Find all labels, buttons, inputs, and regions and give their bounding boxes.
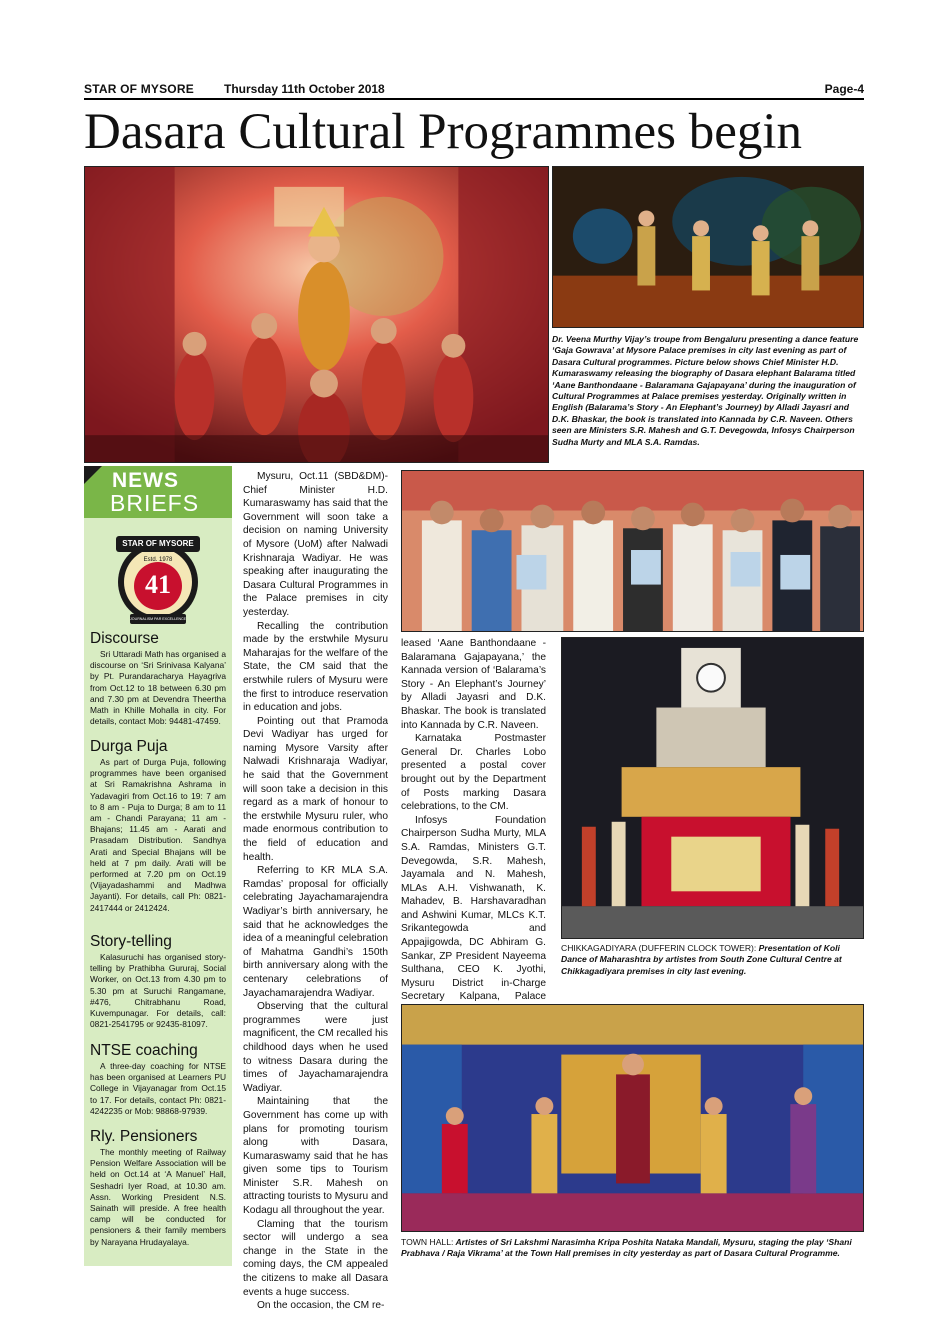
article-paragraph: Recalling the contribution made by the erstwhile Mysuru Maharajas for the welfare of the State, the CM said that the erstwhile rulers of Mysuru were the first to introduce reservation in education and jobs. (243, 620, 388, 714)
dance-photo-caption: Dr. Veena Murthy Vijay’s troupe from Bengaluru presenting a dance feature ‘Gaja Gowrava’ at Mysore Palace premises in city last evening as part of Dasara Cultural programmes. Picture below shows Chief Minister H.D. Kumaraswamy releasing the biography of Dasara elephant Balarama titled ‘Aane Banthondaane - Balaramana Gajapayana’ during the inauguration of Cultural Programmes at Palace premises yesterday. Originally written in English (Balarama’s Story - An Elephant’s Journey) by Alladi Jayasri and D.K. Bhaskar, the book is translated into Kannada by C.R. Naveen. Others seen are Ministers S.R. Mahesh and G.T. Devegowda, Infosys Chairperson Sudha Murty and MLA S.A. Ramdas. (552, 334, 859, 447)
seal-name: STAR OF MYSORE (122, 539, 194, 548)
anniversary-seal (110, 528, 206, 628)
publication-date: Thursday 11th October 2018 (224, 82, 385, 96)
town-hall-caption-text: Artistes of Sri Lakshmi Narasimha Kripa Poshita Nataka Mandali, Mysuru, staging the play ‘Shani Prabhava / Raja Vikrama’ at the Town Hall premises in city yesterday as part of Dasara Cultural Programme. (401, 1237, 852, 1259)
brief-text-rly-pensioners: The monthly meeting of Railway Pension Welfare Association will be held on Oct.14 at ‘A Manuel’ Hall, Seshadri Iyer Road, at 10.30 am. Assn. Working President N.S. Sainath will preside. A free health camp will be conducted for pensioners & their family members by Narayana Hrudayalaya. (90, 1147, 226, 1247)
book-release-photo-image (402, 471, 863, 631)
brief-text-durga-puja: As part of Durga Puja, following programmes have been organised at Sri Ramakrishna Ashrama in Yadavagiri from Oct.16 to 19: 7 am to 8 am - Puja to Durga; 8 am to 11 am - Chandi Parayana; 11 am - Bhajans; 11.45 am - Aarati and Prasadam Distribution. Sandhya Arati and Special Bhajans will be held at 7 pm daily. Arati will be performed at 7.20 pm on Oct.19 (Vijayadashammi and Madhwa Jayanti). For details, call Ph: 0821-2417444 or 2412424. (90, 757, 226, 913)
banner-notch (84, 466, 102, 484)
brief-text-story-telling: Kalasuruchi has organised story-telling by Prathibha Gururaj, Social Worker, on Oct.13 from 4.30 pm to 5.30 pm at Suruchi Rangamane, #476, Chitrabhanu Road, Kuvempunagar. For details, call: 0821-2541795 or 92435-81097. (90, 952, 226, 1030)
news-briefs-title-top: NEWS (112, 469, 179, 492)
article-paragraph: Claming that the tourism sector will undergo a sea change in the State in the coming days, the CM appealed the citizens to make all Dasara events a huge success. (243, 1218, 388, 1298)
seal-years: 41 (145, 570, 171, 599)
article-column-2 (401, 637, 546, 1045)
brief-title-durga-puja: Durga Puja (90, 738, 168, 755)
article-paragraph: leased ‘Aane Banthondaane - Balaramana Gajapayana,’ the Kannada version of ‘Balarama’s Story - An Elephant’s Journey’ by Alladi Jayasri and D.K. Bhaskar. The book is translated into Kannada by C.R. Naveen. (401, 638, 546, 731)
brief-title-ntse-coaching: NTSE coaching (90, 1042, 198, 1059)
clock-tower-caption (561, 943, 864, 977)
masthead (84, 80, 864, 100)
news-briefs-title-bottom: BRIEFS (110, 490, 200, 516)
clock-tower-photo (561, 637, 864, 939)
brief-title-story-telling: Story-telling (90, 933, 172, 950)
town-hall-caption-lead: TOWN HALL: (401, 1237, 454, 1247)
brief-text-discourse: Sri Uttaradi Math has organised a discourse on ‘Sri Srinivasa Kalyana’ by Pt. Purandaracharya Hayagriva from Oct.12 to 18 between 6.30 pm and 7.30 pm at Devendra Theertha Math in Khille Mohalla in city. For details, contact Mob: 94481-47459. (90, 649, 226, 727)
town-hall-caption (401, 1237, 864, 1260)
headline: Dasara Cultural Programmes begin (84, 104, 803, 160)
article-paragraph: On the occasion, the CM re- (257, 1300, 385, 1312)
brief-title-discourse: Discourse (90, 630, 159, 647)
article-paragraph: Maintaining that the Government has come up with plans for promoting tourism along with Dasara, Kumaraswamy said that he has given some tips to Tourism Minister S.R. Mahesh on attracting tourists to Mysuru and Kodagu all throughout the year. (243, 1096, 388, 1217)
page-number: Page-4 (824, 82, 864, 96)
town-hall-photo-image (402, 1005, 863, 1231)
article-paragraph: Mysuru, Oct.11 (SBD&DM)- Chief Minister H.D. Kumaraswamy has said that the Government will soon take a decision on naming University of Mysore (UoM) after Nalwadi Krishnaraja Wadiyar. He was speaking after inaugurating the Dasara Cultural Programmes in the Palace premises in city yesterday. (243, 471, 388, 618)
news-briefs-sidebar (84, 466, 232, 1266)
clock-tower-caption-lead: CHIKKAGADIYARA (DUFFERIN CLOCK TOWER): (561, 943, 757, 953)
peacock-dance-photo (552, 166, 864, 328)
article-paragraph: Pointing out that Pramoda Devi Wadiyar has urged for naming Mysore Varsity after Nalwadi Krishnaraja Wadiyar, he said that the Government will soon take a decision in this regard as a mark of honour to the erstwhile Mysuru ruler, who made enormous contribution to the field of education and health. (243, 715, 388, 863)
seal-motto: JOURNALISM PAR EXCELLENCE (130, 617, 186, 621)
article-paragraph: Karnataka Postmaster General Dr. Charles Lobo presented a postal cover brought out by the Department of Posts marking Dasara celebrations, to the CM. (401, 733, 546, 813)
clock-tower-photo-image (562, 638, 863, 938)
seal-estd: Estd. 1978 (143, 557, 173, 563)
news-briefs-banner (84, 466, 232, 518)
town-hall-photo (401, 1004, 864, 1232)
book-release-photo (401, 470, 864, 632)
brief-text-ntse-coaching: A three-day coaching for NTSE has been organised at Learners PU College in Vijayanagar from Oct.15 to 17. For details, contact Ph: 0821-4242235 or Mob: 98868-97939. (90, 1061, 226, 1116)
article-paragraph: Infosys Foundation Chairperson Sudha Murty, MLA S.A. Ramdas, Ministers G.T. Devegowda, S.R. Mahesh, Jayamala and N. Mahesh, MLAs A.H. Vishwanath, K. Mahadev, B. Harshavaradhan and Ashwini Kumar, MLCs K.T. Srikantegowda and Appajigowda, DC Abhiram G. Sankar, ZP President Nayeema Sulthana, CEO K. Jyothi, Mysuru District in-Charge Secretary Kalpana, Palace (401, 814, 546, 1003)
dance-photo-main-image (85, 167, 548, 462)
clock-tower-caption-text: Presentation of Koli Dance of Maharashtra by artistes from South Zone Cultural Centre at Chikkagadiyara premises in city last evening. (561, 943, 842, 976)
peacock-dance-photo-image (553, 167, 863, 327)
brief-title-rly-pensioners: Rly. Pensioners (90, 1128, 198, 1145)
article-paragraph: Observing that the cultural programmes were just magnificent, the CM recalled his childhood days when he used to witness Dasara during the times of Jayachamarajendra Wadiyar. (243, 1001, 388, 1094)
dance-photo-main (84, 166, 549, 463)
publication-name: STAR OF MYSORE (84, 82, 194, 96)
article-paragraph: Referring to KR MLA S.A. Ramdas’ proposal for officially celebrating Jayachamarajendra Wadiyar’s birth anniversary, he said that he acknowledges the idea of a meaningful celebration of Mahatma Gandhi’s 150th birth anniversary along with the centenary celebrations of Jayachamarajendra Wadiyar. (243, 865, 388, 999)
article-column-1 (243, 470, 388, 1313)
